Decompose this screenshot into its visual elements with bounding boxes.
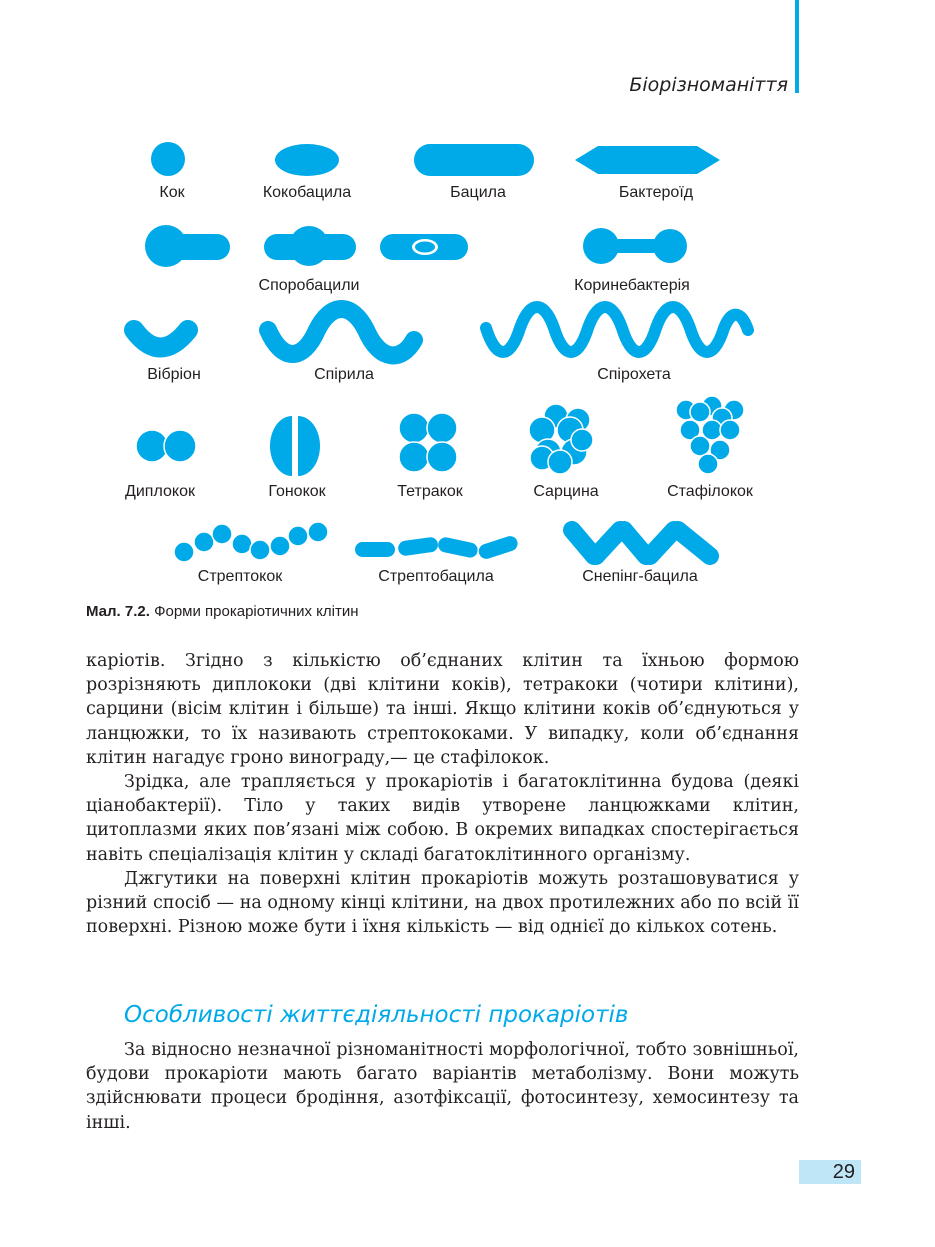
label-streptococcus: Стрептокок — [197, 568, 283, 585]
label-spirochete: Спірохета — [597, 366, 671, 383]
sarcina-shape — [529, 404, 593, 474]
staphylococcus-shape — [676, 396, 744, 474]
label-diplococcus: Диплокок — [125, 483, 195, 500]
tetracoccus-shape — [399, 413, 457, 472]
page-number: 29 — [832, 1161, 855, 1183]
label-bacteroid: Бактероїд — [618, 184, 694, 201]
label-tetracoccus: Тетракок — [397, 483, 463, 500]
gonococcus-shape — [270, 416, 320, 476]
label-gonococcus: Гонокок — [268, 483, 326, 500]
paragraph-3: Джгутики на поверхні клітин прокаріотів можуть розташовуватися у різний спосіб — на одному кінці клітини, на двох протилежних або по всій її поверхні. Різною може бути і їхня кількість — від однієї до кількох сотень. — [86, 868, 799, 938]
body-text-top — [86, 649, 799, 939]
snapping-bacillus-shapes — [572, 530, 710, 556]
streptobacillus-shapes — [355, 534, 519, 561]
vibrio-shape — [134, 330, 188, 348]
caption-text: Форми прокаріотичних клітин — [149, 603, 359, 620]
diplococcus-shape — [136, 430, 196, 462]
bacteroid-shape — [575, 146, 720, 174]
label-sarcina: Сарцина — [533, 483, 599, 500]
section-heading: Особливості життєдіяльності прокаріотів — [124, 1002, 629, 1028]
label-bacillus: Бацила — [450, 184, 506, 201]
caption-label: Мал. 7.2. — [86, 603, 150, 620]
page-number-box — [799, 1160, 861, 1184]
paragraph-4: За відносно незначної різноманітності морфологічної, тобто зовнішньої, будови прокаріоти мають багато варіантів метаболізму. Вони можуть здійснювати процеси бродіння, азотфіксації, фотосинтезу, хемосинтезу та інші. — [86, 1040, 799, 1133]
paragraph-1: каріотів. Згідно з кількістю об’єднаних клітин та їхньою формою розрізняють диплококи (дві клітини коків), тетракоки (чотири клітини), сарцини (вісім клітин і більше) та інші. Якщо клітини коків об’єднуються у ланцюжки, то їх називають стрептококами. У випадку, коли об’єднання клітин нагадує гроно винограду,— це стафілокок. — [86, 651, 799, 768]
label-coccobacillus: Кокобацила — [262, 184, 352, 201]
prokaryote-shapes-figure — [0, 0, 935, 600]
label-vibrio: Вібріон — [147, 366, 201, 383]
body-text-bottom — [86, 1038, 799, 1135]
coccobacillus-shape — [275, 144, 339, 176]
label-corynebacterium: Коринебактерія — [574, 277, 690, 294]
label-snapping-bacillus: Снепінг-бацила — [582, 568, 698, 585]
spirochete-shape — [486, 307, 748, 352]
figure-caption — [86, 603, 359, 620]
spirillum-shape — [268, 309, 414, 355]
streptococcus-shape — [174, 522, 328, 562]
label-staphylococcus: Стафілокок — [667, 483, 753, 500]
label-coccus: Кок — [159, 184, 185, 201]
label-streptobacillus: Стрептобацила — [378, 568, 494, 585]
corynebacterium-shape — [583, 228, 687, 264]
paragraph-2: Зрідка, але трапляється у прокаріотів і багатоклітинна будова (деякі ціанобактерії). Тіло у таких видів утворене ланцюжками клітин, цитоплазми яких пов’язані між собою. В окремих випадках спостерігається навіть спеціалізація клітин у складі багатоклітинного організму. — [86, 772, 799, 865]
label-spirillum: Спірила — [314, 366, 374, 383]
running-title: Біорізноманіття — [629, 74, 788, 96]
bacillus-shape — [414, 144, 534, 176]
label-sporobacilli: Споробацили — [258, 277, 360, 294]
coccus-shape — [151, 142, 185, 176]
